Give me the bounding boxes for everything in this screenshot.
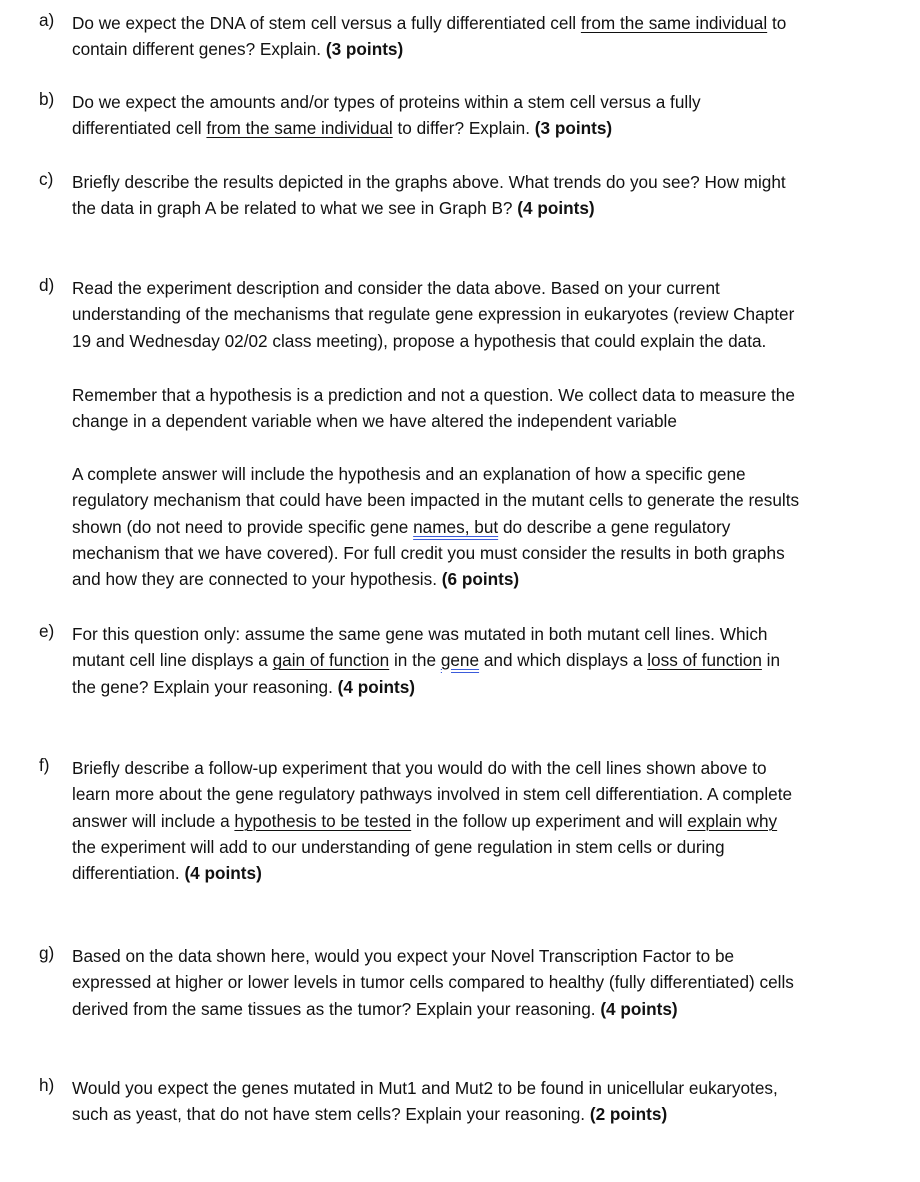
question-text: such as yeast, that do not have stem cells? Explain your reasoning. (2 points) [72, 1104, 668, 1124]
points-label: (4 points) [337, 677, 415, 697]
question-text: Briefly describe a follow-up experiment that you would do with the cell lines shown above to [72, 758, 767, 778]
points-label: (3 points) [534, 118, 613, 138]
question-text: differentiation. (4 points) [72, 863, 262, 883]
question-label: h) [39, 1075, 55, 1095]
underlined-phrase: loss of function [647, 650, 762, 670]
question-label: c) [39, 169, 54, 189]
points-label: (4 points) [184, 863, 262, 883]
question-text: mechanism that we have covered). For full credit you must consider the results in both graphs [72, 543, 785, 563]
question-text: differentiated cell from the same individual to differ? Explain. (3 points) [72, 118, 613, 138]
question-label: b) [39, 89, 55, 109]
question-text: change in a dependent variable when we have altered the independent variable [72, 411, 677, 431]
question-text: Based on the data shown here, would you expect your Novel Transcription Factor to be [72, 946, 735, 966]
question-label: f) [39, 755, 50, 775]
question-text: For this question only: assume the same gene was mutated in both mutant cell lines. Which [72, 624, 768, 644]
question-text: Would you expect the genes mutated in Mut1 and Mut2 to be found in unicellular eukaryotes, [72, 1078, 778, 1098]
underlined-phrase: from the same individual [206, 118, 393, 138]
question-text: learn more about the gene regulatory pathways involved in stem cell differentiation. A complete [72, 784, 793, 804]
question-text: Do we expect the amounts and/or types of proteins within a stem cell versus a fully [72, 92, 701, 112]
points-label: (4 points) [600, 999, 678, 1019]
question-text: A complete answer will include the hypothesis and an explanation of how a specific gene [72, 464, 746, 484]
question-text: 19 and Wednesday 02/02 class meeting), propose a hypothesis that could explain the data. [72, 331, 767, 351]
points-label: (2 points) [589, 1104, 668, 1124]
points-label: (3 points) [325, 39, 404, 59]
question-text: Read the experiment description and consider the data above. Based on your current [72, 278, 720, 298]
points-label: (6 points) [441, 569, 520, 589]
spellcheck-underlined-phrase: gene [440, 650, 480, 670]
question-text: mutant cell line displays a gain of function in the gene and which displays a loss of function in [72, 650, 781, 670]
question-text: Briefly describe the results depicted in the graphs above. What trends do you see? How might [72, 172, 786, 192]
underlined-phrase: from the same individual [580, 13, 768, 33]
question-text: and how they are connected to your hypothesis. (6 points) [72, 569, 520, 589]
points-label: (4 points) [517, 198, 595, 218]
question-text: expressed at higher or lower levels in tumor cells compared to healthy (fully differentiated) cells [72, 972, 794, 992]
question-text: the gene? Explain your reasoning. (4 points) [72, 677, 415, 697]
question-label: a) [39, 10, 55, 30]
question-text: understanding of the mechanisms that regulate gene expression in eukaryotes (review Chapter [72, 304, 795, 324]
question-text: regulatory mechanism that could have been impacted in the mutant cells to generate the results [72, 490, 800, 510]
question-label: e) [39, 621, 55, 641]
question-text: derived from the same tissues as the tumor? Explain your reasoning. (4 points) [72, 999, 678, 1019]
underlined-phrase: hypothesis to be tested [234, 811, 412, 831]
underlined-phrase: gain of function [272, 650, 390, 670]
question-text: contain different genes? Explain. (3 points) [72, 39, 404, 59]
question-text: Do we expect the DNA of stem cell versus a fully differentiated cell from the same individual to [72, 13, 787, 33]
question-text: answer will include a hypothesis to be tested in the follow up experiment and will explain why [72, 811, 778, 831]
question-text: shown (do not need to provide specific gene names, but do describe a gene regulatory [72, 517, 731, 537]
underlined-phrase: explain why [687, 811, 778, 831]
question-text: Remember that a hypothesis is a prediction and not a question. We collect data to measure the [72, 385, 795, 405]
question-text: the experiment will add to our understanding of gene regulation in stem cells or during [72, 837, 725, 857]
question-label: d) [39, 275, 55, 295]
spellcheck-underlined-phrase: names, but [413, 517, 499, 537]
question-text: the data in graph A be related to what we see in Graph B? (4 points) [72, 198, 595, 218]
question-label: g) [39, 943, 55, 963]
